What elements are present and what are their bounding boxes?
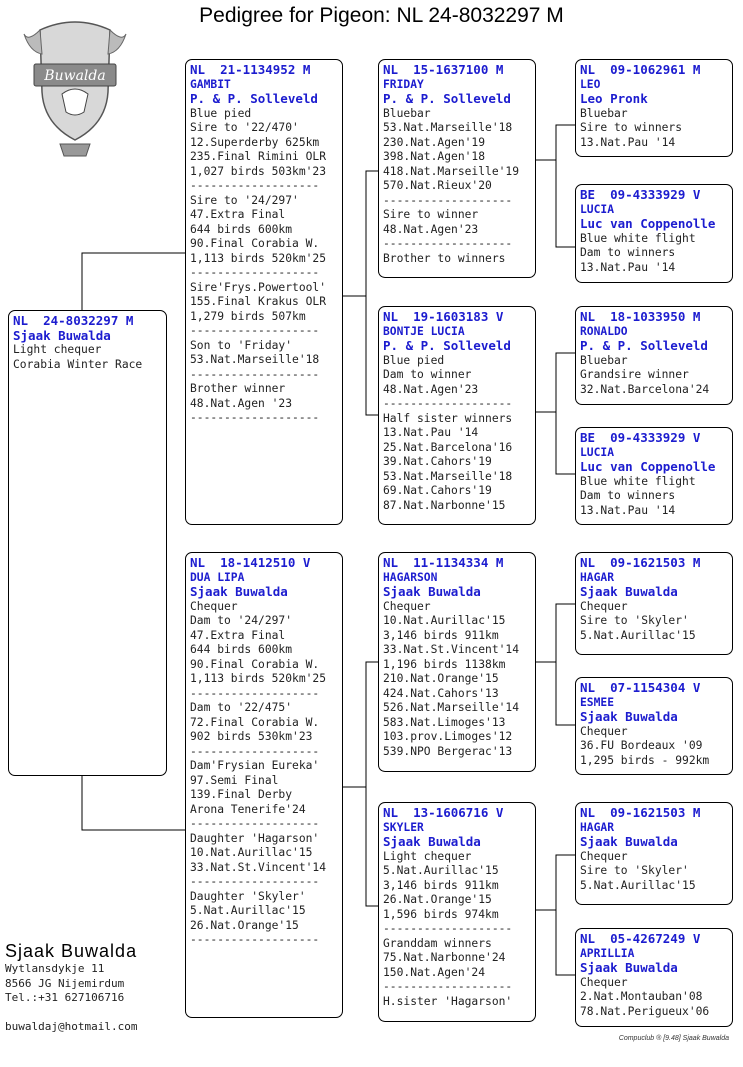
- pigeon-name: BONTJE LUCIA: [383, 324, 465, 338]
- info-line: 3,146 birds 911km: [383, 628, 499, 642]
- info-line: 13.Nat.Pau '14: [580, 135, 676, 149]
- info-line: 48.Nat.Agen'23: [383, 222, 479, 236]
- pigeon-name: DUA LIPA: [190, 570, 245, 584]
- info-line: Corabia Winter Race: [13, 357, 143, 371]
- info-line: -------------------: [190, 266, 320, 279]
- info-line: 53.Nat.Marseille'18: [190, 353, 320, 366]
- info-line: -------------------: [190, 367, 320, 381]
- page-title: Pedigree for Pigeon: NL 24-8032297 M: [199, 4, 564, 27]
- info-line: 13.Nat.Pau '14: [580, 503, 676, 517]
- info-line: 1,279 birds 507km: [190, 309, 306, 323]
- dam-dam-sire-card[interactable]: [575, 802, 733, 905]
- pigeon-name: HAGARSON: [383, 570, 438, 584]
- info-line: 235.Final Rimini OLR: [190, 150, 327, 163]
- info-line: 644 birds 600km: [190, 643, 293, 656]
- info-line: 5.Nat.Aurillac'15: [190, 904, 306, 917]
- info-line: 33.Nat.St.Vincent'14: [383, 643, 520, 656]
- info-line: 644 birds 600km: [190, 222, 293, 236]
- ring-number: NL 11-1134334 M: [383, 555, 504, 570]
- info-line: 53.Nat.Marseille'18: [383, 121, 513, 134]
- info-line: Sire to 'Skyler': [580, 864, 689, 877]
- info-line: 5.Nat.Aurillac'15: [580, 878, 696, 892]
- info-line: 1,295 birds - 992km: [580, 753, 710, 767]
- owner-name: P. & P. Solleveld: [383, 338, 511, 353]
- info-line: 2.Nat.Montauban'08: [580, 990, 703, 1003]
- info-line: -------------------: [190, 817, 320, 830]
- pigeon-name: FRIDAY: [383, 77, 424, 91]
- pigeon-name: ESMEE: [580, 695, 615, 709]
- ring-number: NL 05-4267249 V: [580, 931, 701, 946]
- sire-sire-dam-card[interactable]: [575, 184, 733, 283]
- info-line: -------------------: [383, 980, 513, 993]
- logo-text: Buwalda: [44, 68, 106, 84]
- info-line: 13.Nat.Pau '14: [580, 260, 676, 274]
- info-line: 570.Nat.Rieux'20: [383, 179, 492, 192]
- owner-name: P. & P. Solleveld: [190, 91, 318, 106]
- info-line: Chequer: [580, 975, 628, 989]
- info-line: Sire'Frys.Powertool': [190, 280, 327, 294]
- info-line: 1,596 birds 974km: [383, 907, 499, 921]
- info-line: 5.Nat.Aurillac'15: [580, 628, 696, 642]
- ring-number: NL 18-1412510 V: [190, 555, 311, 570]
- info-line: 526.Nat.Marseille'14: [383, 701, 520, 714]
- info-line: 12.Superderby 625km: [190, 135, 320, 149]
- info-line: 398.Nat.Agen'18: [383, 150, 486, 163]
- info-line: 1,196 birds 1138km: [383, 657, 506, 671]
- info-line: Dam to '24/297': [190, 614, 293, 627]
- pigeon-name: SKYLER: [383, 820, 424, 834]
- info-line: -------------------: [383, 922, 513, 935]
- owner-name: Sjaak Buwalda: [383, 834, 481, 849]
- info-line: Chequer: [580, 849, 628, 863]
- info-line: 32.Nat.Barcelona'24: [580, 382, 710, 396]
- info-line: 48.Nat.Agen'23: [383, 382, 479, 396]
- info-line: -------------------: [383, 193, 513, 207]
- pigeon-name: RONALDO: [580, 324, 628, 338]
- info-line: 1,027 birds 503km'23: [190, 164, 327, 178]
- info-line: 1,113 birds 520km'25: [190, 672, 327, 685]
- info-line: Blue pied: [383, 353, 445, 367]
- info-line: Daughter 'Skyler': [190, 889, 306, 903]
- owner-name: Sjaak Buwalda: [383, 584, 481, 599]
- info-line: 39.Nat.Cahors'19: [383, 455, 492, 468]
- info-line: Bluebar: [580, 106, 628, 120]
- pigeon-name: HAGAR: [580, 570, 615, 584]
- info-line: Granddam winners: [383, 936, 492, 950]
- ring-number: BE 09-4333929 V: [580, 187, 701, 202]
- ring-number: NL 18-1033950 M: [580, 309, 701, 324]
- info-line: 90.Final Corabia W.: [190, 657, 320, 671]
- info-line: -------------------: [190, 686, 320, 700]
- info-line: Chequer: [580, 599, 628, 613]
- dam-dam-card[interactable]: [378, 802, 536, 1022]
- info-line: Sire to winners: [580, 121, 683, 134]
- pigeon-name: HAGAR: [580, 820, 615, 834]
- ring-number: NL 09-1062961 M: [580, 62, 701, 77]
- info-line: Sire to winner: [383, 208, 479, 221]
- info-line: 103.prov.Limoges'12: [383, 730, 513, 743]
- info-line: 155.Final Krakus OLR: [190, 295, 327, 308]
- info-line: 78.Nat.Perigueux'06: [580, 1004, 710, 1018]
- pigeon-name: APRILLIA: [580, 946, 635, 960]
- info-line: Chequer: [383, 599, 431, 613]
- dam-sire-sire-card[interactable]: [575, 552, 733, 655]
- info-line: 33.Nat.St.Vincent'14: [190, 860, 327, 874]
- info-line: -------------------: [190, 179, 320, 192]
- breeder-info: [5, 940, 137, 1034]
- info-line: 69.Nat.Cahors'19: [383, 484, 492, 497]
- info-line: Brother to winners: [383, 251, 506, 265]
- info-line: Arona Tenerife'24: [190, 802, 306, 816]
- info-line: Brother winner: [190, 382, 286, 395]
- ring-number: NL 07-1154304 V: [580, 680, 701, 695]
- breeder-name: Sjaak Buwalda: [5, 941, 138, 961]
- info-line: 90.Final Corabia W.: [190, 237, 320, 250]
- info-line: 10.Nat.Aurillac'15: [383, 614, 506, 627]
- info-line: Dam to winners: [580, 246, 676, 259]
- info-line: 418.Nat.Marseille'19: [383, 164, 520, 178]
- info-line: Sire to '22/470': [190, 121, 299, 134]
- info-line: 5.Nat.Aurillac'15: [383, 864, 499, 877]
- software-credit: Compuclub ® [9.48] Sjaak Buwalda: [618, 1035, 729, 1042]
- owner-name: Luc van Coppenolle: [580, 459, 716, 474]
- info-line: 424.Nat.Cahors'13: [383, 686, 499, 700]
- info-line: 48.Nat.Agen '23: [190, 396, 293, 410]
- info-line: Chequer: [190, 599, 238, 613]
- info-line: Dam'Frysian Eureka': [190, 759, 320, 772]
- info-line: 583.Nat.Limoges'13: [383, 715, 506, 729]
- info-line: 26.Nat.Orange'15: [383, 893, 492, 906]
- info-line: 150.Nat.Agen'24: [383, 965, 486, 979]
- info-line: Blue pied: [190, 106, 252, 120]
- info-line: -------------------: [190, 324, 320, 337]
- owner-name: Sjaak Buwalda: [13, 327, 111, 343]
- ring-number: NL 19-1603183 V: [383, 309, 504, 324]
- sire-sire-sire-card[interactable]: [575, 59, 733, 157]
- breeder-city: 8566 JG Nijemirdum: [5, 976, 125, 990]
- owner-name: Luc van Coppenolle: [580, 216, 716, 231]
- info-line: 25.Nat.Barcelona'16: [383, 440, 513, 454]
- info-line: 87.Nat.Narbonne'15: [383, 498, 506, 512]
- breeder-address: Wytlansdykje 11: [5, 962, 105, 975]
- info-line: Light chequer: [383, 849, 472, 863]
- ring-number: NL 09-1621503 M: [580, 805, 701, 820]
- info-line: 36.FU Bordeaux '09: [580, 739, 703, 752]
- info-line: -------------------: [383, 237, 513, 250]
- sire-dam-dam-card[interactable]: [575, 427, 733, 525]
- info-line: Blue white flight: [580, 231, 696, 245]
- info-line: 47.Extra Final: [190, 208, 286, 221]
- info-line: 26.Nat.Orange'15: [190, 918, 299, 932]
- owner-name: Sjaak Buwalda: [580, 834, 678, 849]
- info-line: 1,113 birds 520km'25: [190, 251, 327, 265]
- pigeon-name: LEO: [580, 77, 601, 91]
- info-line: Son to 'Friday': [190, 338, 293, 352]
- breeder-phone: Tel.:+31 627106716: [5, 991, 125, 1004]
- info-line: Dam to winner: [383, 368, 472, 381]
- ring-number: NL 24-8032297 M: [13, 313, 134, 328]
- owner-name: Sjaak Buwalda: [580, 709, 678, 724]
- info-line: 230.Nat.Agen'19: [383, 135, 486, 149]
- info-line: 53.Nat.Marseille'18: [383, 469, 513, 483]
- dam-dam-dam-card[interactable]: [575, 928, 733, 1027]
- sire-dam-card[interactable]: [378, 306, 536, 525]
- info-line: Dam to winners: [580, 489, 676, 502]
- owner-name: Sjaak Buwalda: [580, 960, 678, 975]
- info-line: Light chequer: [13, 343, 102, 356]
- owner-name: P. & P. Solleveld: [383, 91, 511, 106]
- info-line: Blue white flight: [580, 474, 696, 488]
- dam-card[interactable]: [185, 552, 343, 1018]
- owner-name: Sjaak Buwalda: [580, 584, 678, 599]
- info-line: Sire to 'Skyler': [580, 614, 689, 627]
- info-line: 902 birds 530km'23: [190, 730, 313, 743]
- dam-sire-card[interactable]: [378, 552, 536, 772]
- info-line: 3,146 birds 911km: [383, 878, 499, 892]
- info-line: Dam to '22/475': [190, 701, 293, 714]
- info-line: 210.Nat.Orange'15: [383, 672, 499, 685]
- info-line: 10.Nat.Aurillac'15: [190, 846, 313, 859]
- info-line: 72.Final Corabia W.: [190, 715, 320, 729]
- info-line: -------------------: [383, 397, 513, 410]
- info-line: Grandsire winner: [580, 368, 689, 381]
- owner-name: Sjaak Buwalda: [190, 584, 288, 599]
- info-line: 75.Nat.Narbonne'24: [383, 951, 506, 964]
- owner-name: P. & P. Solleveld: [580, 338, 708, 353]
- subject-card[interactable]: [8, 310, 167, 776]
- breeder-email[interactable]: buwaldaj@hotmail.com: [5, 1019, 138, 1033]
- pigeon-name: GAMBIT: [190, 77, 231, 91]
- info-line: -------------------: [190, 875, 320, 888]
- info-line: 13.Nat.Pau '14: [383, 426, 479, 439]
- info-line: Chequer: [580, 724, 628, 738]
- owner-name: Leo Pronk: [580, 91, 648, 106]
- info-line: -------------------: [190, 933, 320, 946]
- info-line: -------------------: [190, 411, 320, 424]
- ring-number: NL 09-1621503 M: [580, 555, 701, 570]
- sire-sire-card[interactable]: [378, 59, 536, 278]
- ring-number: NL 13-1606716 V: [383, 805, 504, 820]
- info-line: 539.NPO Bergerac'13: [383, 744, 513, 758]
- info-line: 139.Final Derby: [190, 788, 293, 801]
- ring-number: BE 09-4333929 V: [580, 430, 701, 445]
- pigeon-name: LUCIA: [580, 445, 615, 459]
- info-line: Half sister winners: [383, 411, 513, 425]
- info-line: -------------------: [190, 744, 320, 758]
- dam-sire-dam-card[interactable]: [575, 677, 733, 775]
- ring-number: NL 21-1134952 M: [190, 62, 311, 77]
- ring-number: NL 15-1637100 M: [383, 62, 504, 77]
- pigeon-name: LUCIA: [580, 202, 615, 216]
- info-line: Sire to '24/297': [190, 193, 299, 207]
- sire-card[interactable]: [185, 59, 343, 525]
- info-line: 97.Semi Final: [190, 773, 279, 787]
- info-line: H.sister 'Hagarson': [383, 994, 513, 1008]
- info-line: Daughter 'Hagarson': [190, 831, 320, 845]
- info-line: Bluebar: [580, 353, 628, 367]
- info-line: 47.Extra Final: [190, 628, 286, 642]
- sire-dam-sire-card[interactable]: [575, 306, 733, 405]
- info-line: Bluebar: [383, 106, 431, 120]
